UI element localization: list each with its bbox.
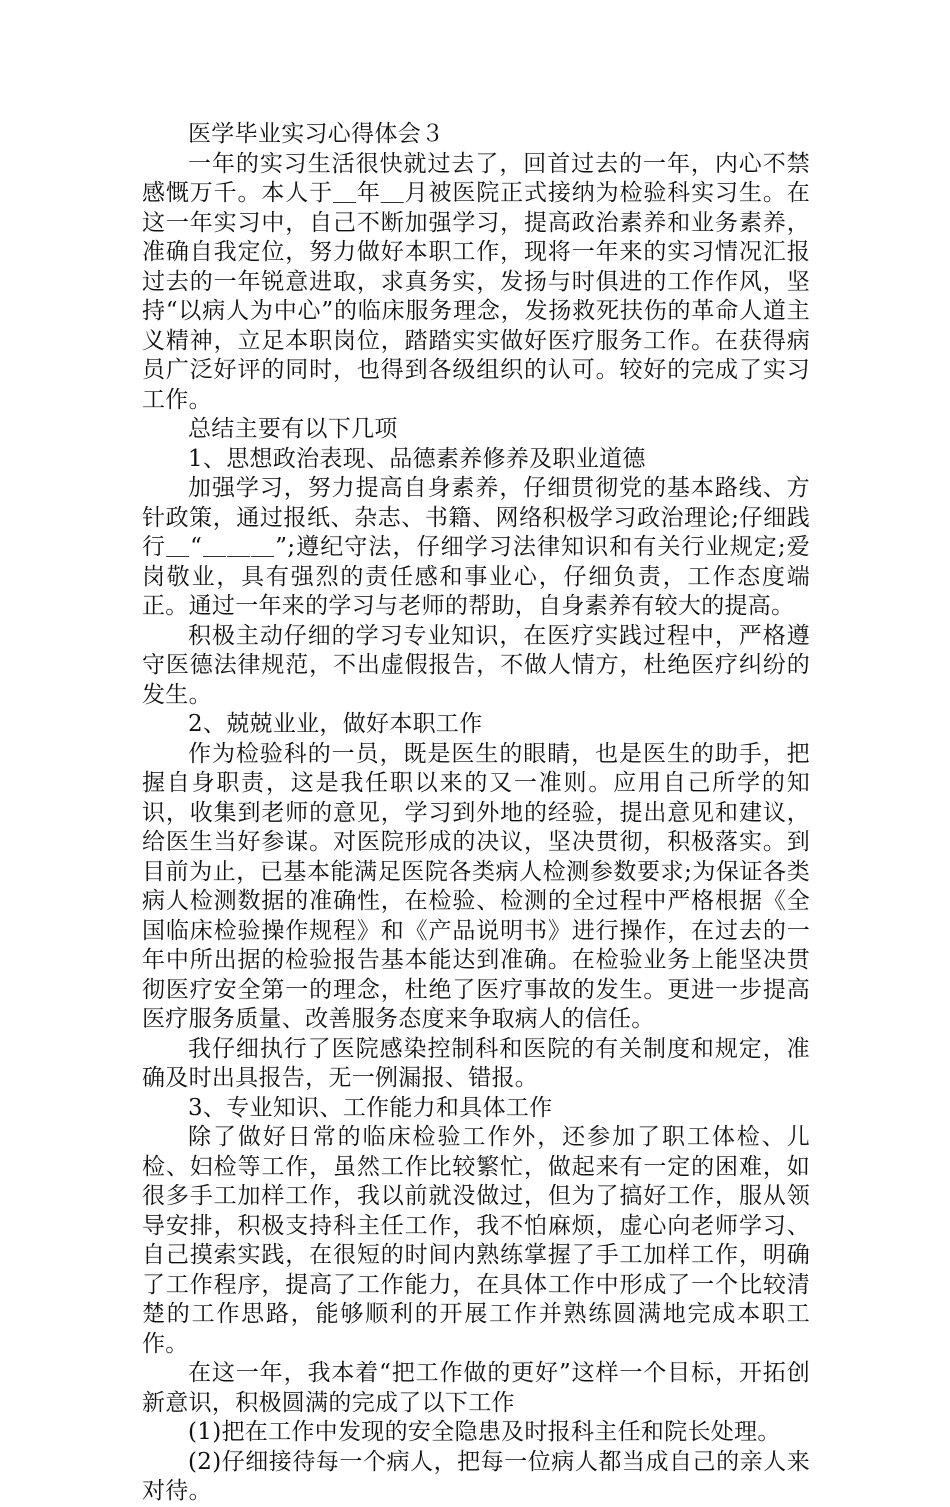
paragraph: 加强学习，努力提高自身素养，仔细贯彻党的基本路线、方针政策，通过报纸、杂志、书籍、网络积极学习政治理论;仔细践行＿“＿＿＿”;遵纪守法，仔细学习法律知识和有关行业规定;爱岗敬业，具有强烈的责任感和事业心，仔细负责，工作态度端正。通过一年来的学习与老师的帮助，自身素养有较大的提高。 [142,475,810,619]
section-heading-3: 3、专业知识、工作能力和具体工作 [188,1094,553,1121]
section-heading-1: 1、思想政治表现、品德素养修养及职业道德 [188,445,646,472]
paragraph-intro: 一年的实习生活很快就过去了，回首过去的一年，内心不禁感慨万千。本人于＿年＿月被医院正式接纳为检验科实习生。在这一年实习中，自己不断加强学习，提高政治素养和业务素养，准确自我定位，努力做好本职工作，现将一年来的实习情况汇报过去的一年锐意进取，求真务实，发扬与时俱进的工作作风，坚持“以病人为中心”的临床服务理念，发扬救死扶伤的革命人道主义精神，立足本职岗位，踏踏实实做好医疗服务工作。在获得病员广泛好评的同时，也得到各级组织的认可。较好的完成了实习工作。 [142,150,810,413]
paragraph: 除了做好日常的临床检验工作外，还参加了职工体检、儿检、妇检等工作，虽然工作比较繁忙，做起来有一定的困难，如很多手工加样工作，我以前就没做过，但为了搞好工作，服从领导安排，积极支持科主任工作，我不怕麻烦，虚心向老师学习、自己摸索实践，在很短的时间内熟练掌握了手工加样工作，明确了工作程序，提高了工作能力，在具体工作中形成了一个比较清楚的工作思路，能够顺利的开展工作并熟练圆满地完成本职工作。 [142,1124,810,1357]
paragraph: 作为检验科的一员，既是医生的眼睛，也是医生的助手，把握自身职责，这是我任职以来的又一准则。应用自己所学的知识，收集到老师的意见，学习到外地的经验，提出意见和建议，给医生当好参谋。对医院形成的决议，坚决贯彻，积极落实。到目前为止，已基本能满足医院各类病人检测参数要求;为保证各类病人检测数据的准确性，在检验、检测的全过程中严格根据《全国临床检验操作规程》和《产品说明书》进行操作，在过去的一年中所出据的检验报告基本能达到准确。在检验业务上能坚决贯彻医疗安全第一的理念，杜绝了医疗事故的发生。更进一步提高医疗服务质量、改善服务态度来争取病人的信任。 [142,740,810,1032]
list-item: (2)仔细接待每一个病人，把每一位病人都当成自己的亲人来对待。 [142,1448,810,1504]
document-title: 医学毕业实习心得体会３ [188,121,445,147]
paragraph: 我仔细执行了医院感染控制科和医院的有关制度和规定，准确及时出具报告，无一例漏报、错报。 [142,1035,810,1091]
section-heading-2: 2、兢兢业业，做好本职工作 [188,711,483,737]
summary-heading: 总结主要有以下几项 [188,416,398,442]
list-item: (1)把在工作中发现的安全隐患及时报科主任和院长处理。 [188,1419,781,1445]
paragraph: 积极主动仔细的学习专业知识，在医疗实践过程中，严格遵守医德法律规范，不出虚假报告，不做人情方，杜绝医疗纠纷的发生。 [142,622,810,708]
paragraph: 在这一年，我本着“把工作做的更好”这样一个目标，开拓创新意识，积极圆满的完成了以下工作 [142,1360,810,1416]
document-body [142,120,810,1507]
